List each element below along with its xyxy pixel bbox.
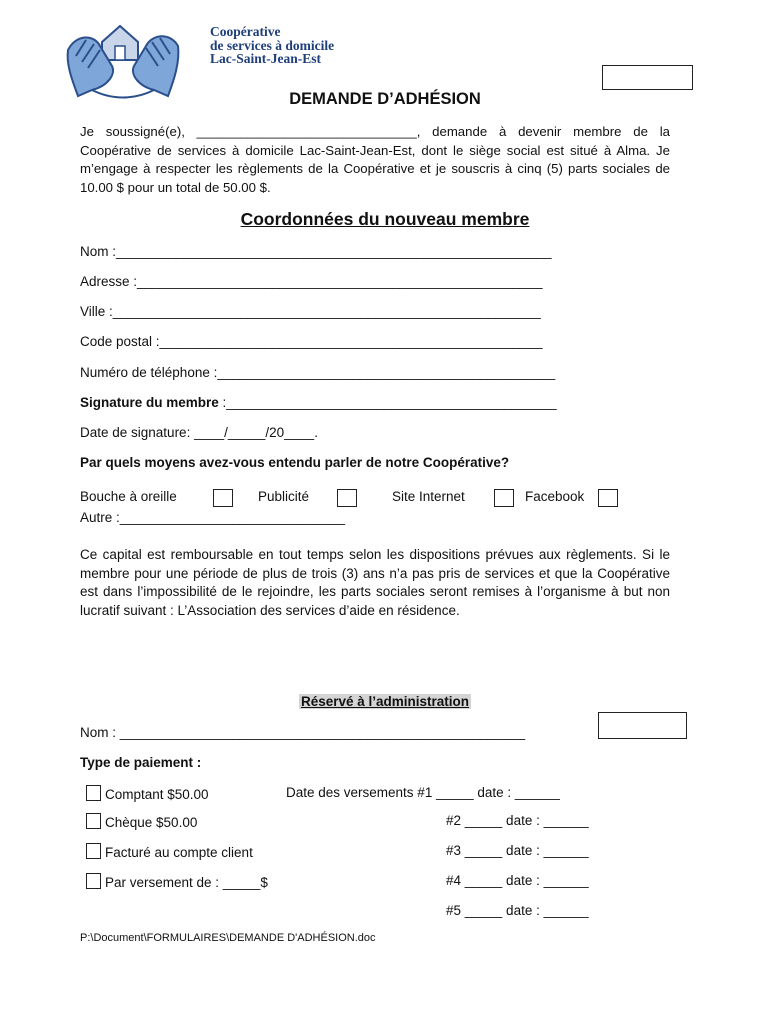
installment-date-3[interactable]: #3 _____ date : ______ [446, 843, 589, 858]
signature-line: :____________________________________________ [218, 395, 557, 410]
payment-installment-option[interactable] [86, 873, 268, 890]
option-website-label: Site Internet [392, 489, 465, 504]
payment-cash-checkbox[interactable] [86, 785, 101, 801]
option-advertising-checkbox[interactable] [337, 489, 357, 507]
admin-box[interactable] [598, 712, 687, 739]
option-facebook-checkbox[interactable] [598, 489, 618, 507]
address-field[interactable]: Adresse :______________________________________________________ [80, 274, 543, 289]
postal-code-field[interactable]: Code postal :___________________________________________________ [80, 334, 543, 349]
option-word-of-mouth-label: Bouche à oreille [80, 489, 177, 504]
option-advertising-label: Publicité [258, 489, 310, 504]
option-website-checkbox[interactable] [494, 489, 514, 507]
signature-label: Signature du membre [80, 395, 219, 410]
org-line-1: Coopérative [210, 24, 281, 39]
option-other-field[interactable]: Autre :______________________________ [80, 510, 346, 525]
intro-paragraph: Je soussigné(e), ______________________________, demande à devenir membre de la Coopérative de services à domicile Lac-Saint-Jean-Est, dont le siège social est situé à Alma. Je m’engage à respecter les règlements de la Coopérative et je souscris à cinq (5) parts sociales de 10.00 $ pour un total de 50.00 $. [80, 124, 670, 195]
page-title: DEMANDE D’ADHÉSION [289, 90, 481, 108]
option-word-of-mouth-checkbox[interactable] [213, 489, 233, 507]
org-line-3: Lac-Saint-Jean-Est [210, 51, 321, 66]
payment-cash-label: Comptant $50.00 [105, 787, 209, 802]
installment-date-1[interactable]: Date des versements #1 _____ date : ______ [286, 785, 560, 800]
source-question: Par quels moyens avez-vous entendu parler de notre Coopérative? [80, 455, 510, 470]
org-line-2: de services à domicile [210, 37, 335, 53]
installment-date-4[interactable]: #4 _____ date : ______ [446, 873, 589, 888]
payment-installment-checkbox[interactable] [86, 873, 101, 889]
member-number-box[interactable] [602, 65, 693, 90]
option-facebook-label: Facebook [525, 489, 585, 504]
payment-type-label: Type de paiement : [80, 755, 202, 770]
footer-file-path: P:\Document\FORMULAIRES\DEMANDE D'ADHÉSION.doc [80, 932, 376, 944]
payment-cash-option[interactable] [86, 785, 209, 802]
payment-invoice-checkbox[interactable] [86, 843, 101, 859]
admin-heading [0, 694, 770, 709]
signature-field[interactable] [80, 395, 557, 410]
city-field[interactable]: Ville :_________________________________________________________ [80, 304, 541, 319]
payment-invoice-label: Facturé au compte client [105, 845, 253, 860]
admin-heading-text: Réservé à l’administration [300, 694, 470, 709]
signature-date-field[interactable]: Date de signature: ____/_____/20____. [80, 425, 318, 440]
admin-name-field[interactable]: Nom : ______________________________________________________ [80, 725, 526, 740]
name-field[interactable]: Nom :__________________________________________________________ [80, 244, 552, 259]
organization-name [210, 25, 334, 66]
payment-installment-label: Par versement de : _____$ [105, 875, 268, 890]
installment-date-2[interactable]: #2 _____ date : ______ [446, 813, 589, 828]
section-title: Coordonnées du nouveau membre [240, 209, 530, 229]
payment-cheque-checkbox[interactable] [86, 813, 101, 829]
installment-date-5[interactable]: #5 _____ date : ______ [446, 903, 589, 918]
phone-field[interactable]: Numéro de téléphone :_____________________________________________ [80, 365, 556, 380]
payment-cheque-option[interactable] [86, 813, 197, 830]
payment-cheque-label: Chèque $50.00 [105, 815, 198, 830]
capital-paragraph: Ce capital est remboursable en tout temps selon les dispositions prévues aux règlements. Si le membre pour une période de plus de trois (3) ans n’a pas pris de services et que la Coopérative est dans l’impossibilité de le rejoindre, les parts sociales seront remises à l’organisme à but non lucratif suivant : L’Association des services d’aide en résidence. [80, 547, 670, 618]
payment-invoice-option[interactable] [86, 843, 253, 860]
